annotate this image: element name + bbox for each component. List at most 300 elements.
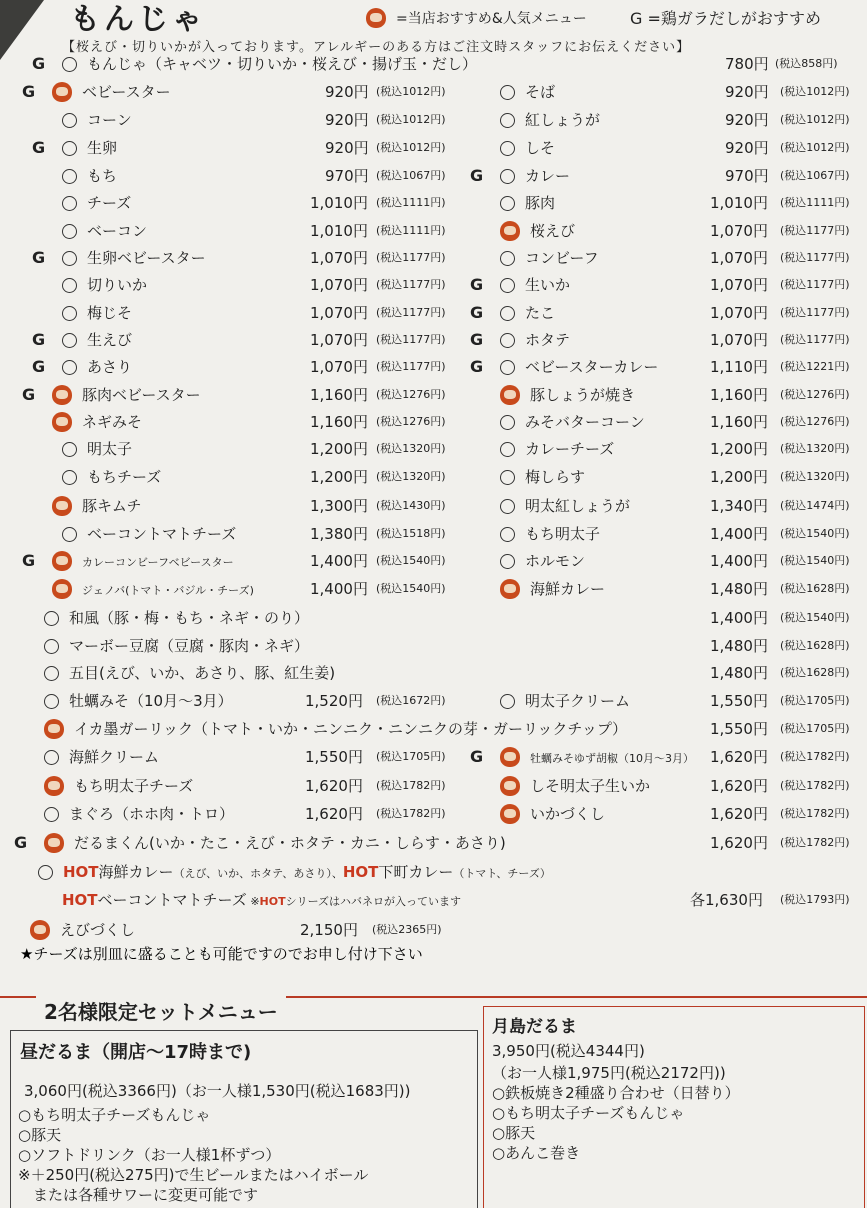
menu-item xyxy=(32,52,478,76)
item-tax: (税込858円) xyxy=(775,57,838,70)
lunch-set-price: 3,060円(税込3366円)（お一人様1,530円(税込1683円)) xyxy=(24,1082,411,1100)
item-price: 1,010円 xyxy=(710,194,768,212)
hot-line-2 xyxy=(62,888,461,912)
item-tax: (税込1705円) xyxy=(780,694,850,707)
g-icon: G xyxy=(470,357,484,376)
item-price: 1,070円 xyxy=(310,276,368,294)
item-name: あさり xyxy=(87,358,133,376)
g-icon: G xyxy=(32,54,46,73)
daruma-icon xyxy=(52,385,72,405)
page-title: もんじゃ xyxy=(70,2,206,37)
daruma-icon xyxy=(500,747,520,767)
lunch-item: ※＋250円(税込275円)で生ビールまたはハイボール xyxy=(18,1166,369,1184)
item-price: 1,400円 xyxy=(710,609,768,627)
item-tax: (税込1177円) xyxy=(376,333,446,346)
item-price: 1,200円 xyxy=(710,440,768,458)
lunch-item: ○豚天 xyxy=(18,1126,62,1144)
circle-icon xyxy=(500,113,515,128)
circle-icon xyxy=(500,141,515,156)
item-tax: (税込1177円) xyxy=(376,360,446,373)
item-price: 1,550円 xyxy=(710,720,768,738)
item-price: 1,070円 xyxy=(710,331,768,349)
menu-item xyxy=(500,108,600,132)
circle-icon xyxy=(500,470,515,485)
item-tax: (税込1067円) xyxy=(780,169,850,182)
menu-item xyxy=(52,410,142,434)
menu-item xyxy=(22,80,171,104)
circle-icon xyxy=(500,360,515,375)
item-name: ベビースターカレー xyxy=(525,358,659,376)
daruma-icon xyxy=(52,579,72,599)
menu-item xyxy=(470,164,571,188)
item-price: 1,070円 xyxy=(710,222,768,240)
menu-item xyxy=(470,355,659,379)
g-icon: G xyxy=(470,275,484,294)
item-name: コーン xyxy=(87,111,132,129)
menu-item xyxy=(500,410,645,434)
menu-item xyxy=(44,802,234,826)
item-tax: (税込1276円) xyxy=(376,415,446,428)
item-name: たこ xyxy=(525,304,556,322)
item-price: 1,070円 xyxy=(710,249,768,267)
circle-icon xyxy=(62,224,77,239)
daruma-icon xyxy=(44,719,64,739)
item-name: 豚肉 xyxy=(525,194,556,212)
circle-icon xyxy=(44,611,59,626)
item-name: 明太子クリーム xyxy=(525,692,631,710)
item-price: 1,070円 xyxy=(710,276,768,294)
menu-item xyxy=(30,918,135,942)
item-name: ジェノバ(トマト・バジル・チーズ) xyxy=(82,584,254,597)
item-price: 1,620円 xyxy=(710,834,768,852)
circle-icon xyxy=(62,333,77,348)
daruma-icon xyxy=(52,496,72,516)
item-tax: (税込1177円) xyxy=(780,251,850,264)
tsukishima-per-person: （お一人様1,975円(税込2172円)) xyxy=(492,1064,726,1082)
item-tax: (税込1782円) xyxy=(376,807,446,820)
item-name: 和風（豚・梅・もち・ネギ・のり） xyxy=(69,609,310,627)
circle-icon xyxy=(500,527,515,542)
circle-icon xyxy=(500,85,515,100)
g-icon: G xyxy=(470,330,484,349)
circle-icon xyxy=(44,750,59,765)
daruma-icon xyxy=(500,579,520,599)
item-tax: (税込1320円) xyxy=(376,470,446,483)
g-icon: G xyxy=(22,385,36,404)
item-price: 1,550円 xyxy=(710,692,768,710)
item-name: もち明太子 xyxy=(525,525,601,543)
menu-item xyxy=(500,774,650,798)
hot-text: （トマト、チーズ） xyxy=(453,867,551,880)
circle-icon xyxy=(500,499,515,514)
item-name: チーズ xyxy=(87,194,132,212)
menu-item xyxy=(500,383,635,407)
item-name: えびづくし xyxy=(60,921,136,939)
circle-icon xyxy=(500,333,515,348)
item-tax: (税込1518円) xyxy=(376,527,446,540)
item-tax: (税込1177円) xyxy=(780,278,850,291)
menu-item xyxy=(470,273,571,297)
item-tax: (税込1540円) xyxy=(376,554,446,567)
daruma-icon xyxy=(500,385,520,405)
daruma-icon xyxy=(500,804,520,824)
menu-item xyxy=(500,549,585,573)
item-tax: (税込1320円) xyxy=(780,442,850,455)
menu-item xyxy=(22,549,234,573)
item-tax: (税込1111円) xyxy=(376,196,446,209)
g-icon: G xyxy=(32,330,46,349)
item-price: 1,480円 xyxy=(710,664,768,682)
item-price: 1,070円 xyxy=(310,331,368,349)
item-tax: (税込1177円) xyxy=(376,251,446,264)
item-tax: (税込1430円) xyxy=(376,499,446,512)
circle-icon xyxy=(500,554,515,569)
circle-icon xyxy=(44,807,59,822)
menu-item xyxy=(500,465,585,489)
hot-text: （えび、いか、ホタテ、あさり）、 xyxy=(173,867,343,880)
item-tax: (税込1177円) xyxy=(780,224,850,237)
menu-item xyxy=(470,301,556,325)
item-name: 豚肉ベビースター xyxy=(82,386,201,404)
g-icon: G xyxy=(470,166,484,185)
item-tax: (税込1012円) xyxy=(780,85,850,98)
tsukishima-item: ○鉄板焼き2種盛り合わせ（日替り） xyxy=(492,1084,740,1102)
circle-icon xyxy=(500,442,515,457)
item-name: 豚しょうが焼き xyxy=(530,386,636,404)
item-name: 生卵ベビースター xyxy=(87,249,206,267)
daruma-icon xyxy=(52,82,72,102)
item-price: 1,520円 xyxy=(305,692,363,710)
item-name: 生卵 xyxy=(87,139,118,157)
item-tax: (税込1672円) xyxy=(376,694,446,707)
item-name: ネギみそ xyxy=(82,413,143,431)
item-name: イカ墨ガーリック（トマト・いか・ニンニク・ニンニクの芽・ガーリックチップ） xyxy=(74,720,628,738)
item-tax: (税込1628円) xyxy=(780,582,850,595)
daruma-icon xyxy=(44,833,64,853)
item-tax: (税込1221円) xyxy=(780,360,850,373)
menu-item xyxy=(500,802,605,826)
item-price: 2,150円 xyxy=(300,921,358,939)
item-tax: (税込1628円) xyxy=(780,639,850,652)
item-name: 明太子 xyxy=(87,440,133,458)
daruma-icon xyxy=(52,412,72,432)
item-name: コンビーフ xyxy=(525,249,599,267)
item-name: もち明太子チーズ xyxy=(74,777,194,795)
item-price: 1,620円 xyxy=(305,777,363,795)
g-icon: G xyxy=(32,138,46,157)
item-tax: (税込1111円) xyxy=(780,196,850,209)
tsukishima-set-title: 月島だるま xyxy=(492,1017,577,1037)
item-name: そば xyxy=(525,83,556,101)
circle-icon xyxy=(62,278,77,293)
circle-icon xyxy=(62,442,77,457)
item-name: もちチーズ xyxy=(87,468,162,486)
menu-item xyxy=(52,494,142,518)
lunch-item: または各種サワーに変更可能です xyxy=(18,1186,259,1204)
item-tax: (税込1474円) xyxy=(780,499,850,512)
item-price: 1,400円 xyxy=(310,552,368,570)
menu-item xyxy=(52,577,254,601)
item-name: 紅しょうが xyxy=(525,111,601,129)
item-name: ホルモン xyxy=(525,552,586,570)
item-name: ベビースター xyxy=(82,83,171,101)
item-price: 970円 xyxy=(325,167,369,185)
tsukishima-item: ○あんこ巻き xyxy=(492,1144,581,1162)
item-price: 1,010円 xyxy=(310,194,368,212)
item-name: マーボー豆腐（豆腐・豚肉・ネギ） xyxy=(69,637,310,655)
menu-item xyxy=(32,328,133,352)
item-price: 1,070円 xyxy=(310,358,368,376)
item-price: 1,400円 xyxy=(310,580,368,598)
item-price: 1,110円 xyxy=(710,358,768,376)
g-icon: G xyxy=(22,551,36,570)
menu-item xyxy=(500,494,630,518)
lunch-set-title: 昼だるま（開店～17時まで) xyxy=(20,1042,252,1063)
item-price: 780円 xyxy=(725,55,769,73)
menu-item xyxy=(32,136,118,160)
item-tax: (税込1705円) xyxy=(780,722,850,735)
item-tax: (税込1177円) xyxy=(780,306,850,319)
menu-item xyxy=(500,191,555,215)
circle-icon xyxy=(62,360,77,375)
lunch-item: ○もち明太子チーズもんじゃ xyxy=(18,1106,211,1124)
circle-icon xyxy=(62,57,77,72)
item-price: 920円 xyxy=(725,111,769,129)
menu-item xyxy=(44,689,233,713)
menu-item xyxy=(62,273,147,297)
item-tax: (税込1782円) xyxy=(780,750,850,763)
item-tax: (税込1012円) xyxy=(780,113,850,126)
menu-item xyxy=(44,661,335,685)
item-name: ホタテ xyxy=(525,331,571,349)
item-tax: (税込1276円) xyxy=(780,415,850,428)
item-price: 920円 xyxy=(725,139,769,157)
item-tax: (税込1012円) xyxy=(376,85,446,98)
menu-item xyxy=(44,717,627,741)
item-name: 梅しらす xyxy=(525,468,586,486)
item-price: 1,480円 xyxy=(710,580,768,598)
item-tax: (税込1628円) xyxy=(780,666,850,679)
item-name: 生えび xyxy=(87,331,133,349)
circle-icon xyxy=(62,251,77,266)
item-price: 1,070円 xyxy=(310,249,368,267)
item-price: 1,160円 xyxy=(310,386,368,404)
item-price: 1,620円 xyxy=(710,748,768,766)
item-name: しそ xyxy=(525,139,556,157)
circle-icon xyxy=(62,527,77,542)
circle-icon xyxy=(500,169,515,184)
item-price: 1,160円 xyxy=(310,413,368,431)
item-tax: (税込1320円) xyxy=(780,470,850,483)
daruma-icon xyxy=(52,551,72,571)
item-name: もんじゃ（キャベツ・切りいか・桜えび・揚げ玉・だし） xyxy=(87,55,478,73)
g-icon: G xyxy=(22,82,36,101)
circle-icon xyxy=(38,865,53,880)
item-price: 1,070円 xyxy=(310,304,368,322)
item-tax: (税込1705円) xyxy=(376,750,446,763)
circle-icon xyxy=(500,306,515,321)
menu-item xyxy=(44,774,193,798)
item-tax: (税込2365円) xyxy=(372,923,442,936)
item-name: 生いか xyxy=(525,276,571,294)
menu-item xyxy=(44,745,159,769)
hot-text: 下町カレー xyxy=(378,863,454,881)
item-tax: (税込1177円) xyxy=(376,306,446,319)
menu-item xyxy=(500,522,600,546)
daruma-icon xyxy=(30,920,50,940)
item-name: みそバターコーン xyxy=(525,413,645,431)
item-name: 桜えび xyxy=(530,222,576,240)
circle-icon xyxy=(500,694,515,709)
circle-icon xyxy=(44,639,59,654)
item-price: 920円 xyxy=(725,83,769,101)
item-price: 1,400円 xyxy=(710,552,768,570)
item-price: 1,380円 xyxy=(310,525,368,543)
menu-item xyxy=(14,831,506,855)
item-tax: (税込1782円) xyxy=(780,779,850,792)
hot-text: ベーコントマトチーズ xyxy=(97,891,247,909)
item-price: 1,480円 xyxy=(710,637,768,655)
cheese-note: ★チーズは別皿に盛ることも可能ですのでお申し付け下さい xyxy=(20,945,423,963)
circle-icon xyxy=(62,196,77,211)
item-tax: (税込1177円) xyxy=(376,278,446,291)
item-price: 1,550円 xyxy=(305,748,363,766)
menu-item xyxy=(470,328,571,352)
item-name: 明太紅しょうが xyxy=(525,497,631,515)
item-name: だるまくん(いか・たこ・えび・ホタテ・カニ・しらす・あさり) xyxy=(74,834,506,852)
daruma-icon xyxy=(366,8,386,28)
g-icon: G xyxy=(470,747,484,766)
item-tax: (税込1782円) xyxy=(780,836,850,849)
item-price: 1,620円 xyxy=(710,805,768,823)
hot-text: HOT xyxy=(259,895,286,908)
item-price: 1,200円 xyxy=(710,468,768,486)
menu-item xyxy=(62,164,117,188)
item-name: 牡蠣みそゆず胡椒（10月～3月） xyxy=(530,752,694,765)
item-tax: (税込1540円) xyxy=(376,582,446,595)
menu-item xyxy=(62,301,132,325)
item-tax: (税込1540円) xyxy=(780,554,850,567)
daruma-icon xyxy=(500,776,520,796)
item-tax: (税込1540円) xyxy=(780,527,850,540)
item-price: 920円 xyxy=(325,83,369,101)
lunch-item: ○ソフトドリンク（お一人様1杯ずつ） xyxy=(18,1146,281,1164)
menu-item xyxy=(62,522,236,546)
menu-item xyxy=(32,246,206,270)
circle-icon xyxy=(62,141,77,156)
circle-icon xyxy=(500,251,515,266)
legend-daruma: =当店おすすめ&人気メニュー xyxy=(366,8,587,28)
item-name: カレーコンビーフベビースター xyxy=(82,556,234,569)
item-price: 1,010円 xyxy=(310,222,368,240)
menu-item xyxy=(500,246,599,270)
item-price: 920円 xyxy=(325,111,369,129)
hot-line-1 xyxy=(38,860,551,884)
tsukishima-item: ○豚天 xyxy=(492,1124,536,1142)
item-name: もち xyxy=(87,167,118,185)
item-price: 970円 xyxy=(725,167,769,185)
hot-text: HOT xyxy=(62,891,98,909)
menu-item xyxy=(500,80,555,104)
menu-item xyxy=(500,136,555,160)
item-name: 五目(えび、いか、あさり、豚、紅生姜) xyxy=(69,664,336,682)
item-price: 1,300円 xyxy=(310,497,368,515)
item-name: 豚キムチ xyxy=(82,497,142,515)
menu-item xyxy=(44,606,309,630)
item-name: まぐろ（ホホ肉・トロ） xyxy=(69,805,235,823)
menu-item xyxy=(62,191,131,215)
item-tax: (税込1540円) xyxy=(780,611,850,624)
item-price: 1,200円 xyxy=(310,468,368,486)
item-price: 1,620円 xyxy=(305,805,363,823)
item-tax: (税込1320円) xyxy=(376,442,446,455)
item-name: ベーコン xyxy=(87,222,148,240)
set-menu-title: 2名様限定セットメニュー xyxy=(36,996,286,1025)
menu-item xyxy=(44,634,309,658)
menu-item xyxy=(22,383,201,407)
item-price: 1,400円 xyxy=(710,525,768,543)
circle-icon xyxy=(62,306,77,321)
item-tax: (税込1782円) xyxy=(376,779,446,792)
menu-item xyxy=(62,437,132,461)
item-tax: (税込1012円) xyxy=(376,141,446,154)
circle-icon xyxy=(62,113,77,128)
menu-item xyxy=(500,577,605,601)
item-tax: (税込1276円) xyxy=(376,388,446,401)
item-tax: (税込1111円) xyxy=(376,224,446,237)
allergy-note: 【桜えび・切りいかが入っております。アレルギーのある方はご注文時スタッフにお伝えください】 xyxy=(62,40,691,55)
menu-item xyxy=(62,465,161,489)
circle-icon xyxy=(500,196,515,211)
g-icon: G xyxy=(32,248,46,267)
circle-icon xyxy=(62,470,77,485)
item-tax: (税込1177円) xyxy=(780,333,850,346)
item-tax: (税込1782円) xyxy=(780,807,850,820)
menu-item xyxy=(470,745,694,769)
tsukishima-item: ○もち明太子チーズもんじゃ xyxy=(492,1104,685,1122)
item-tax: (税込1067円) xyxy=(376,169,446,182)
menu-item xyxy=(62,219,147,243)
menu-item xyxy=(500,219,575,243)
g-icon: G xyxy=(14,833,28,852)
circle-icon xyxy=(62,169,77,184)
hot-price: 各1,630円 xyxy=(690,891,763,909)
g-icon: G xyxy=(470,303,484,322)
circle-icon xyxy=(44,666,59,681)
hot-text: HOT xyxy=(63,863,99,881)
item-name: カレーチーズ xyxy=(525,440,615,458)
item-price: 1,160円 xyxy=(710,386,768,404)
hot-text: シリーズはハバネロが入っています xyxy=(285,895,462,908)
hot-text: ※ xyxy=(250,895,260,908)
item-name: 牡蠣みそ（10月～3月） xyxy=(69,692,233,710)
item-price: 920円 xyxy=(325,139,369,157)
item-name: しそ明太子生いか xyxy=(530,777,651,795)
menu-item xyxy=(62,108,132,132)
item-name: いかづくし xyxy=(530,805,606,823)
item-price: 1,070円 xyxy=(710,304,768,322)
item-name: カレー xyxy=(525,167,571,185)
item-name: ベーコントマトチーズ xyxy=(87,525,237,543)
item-name: 梅じそ xyxy=(87,304,133,322)
tsukishima-set-price: 3,950円(税込4344円) xyxy=(492,1042,645,1060)
menu-item xyxy=(500,689,630,713)
item-name: 海鮮カレー xyxy=(530,580,606,598)
circle-icon xyxy=(500,415,515,430)
circle-icon xyxy=(500,278,515,293)
item-tax: (税込1276円) xyxy=(780,388,850,401)
legend-g: G =鶏ガラだしがおすすめ xyxy=(630,9,822,28)
